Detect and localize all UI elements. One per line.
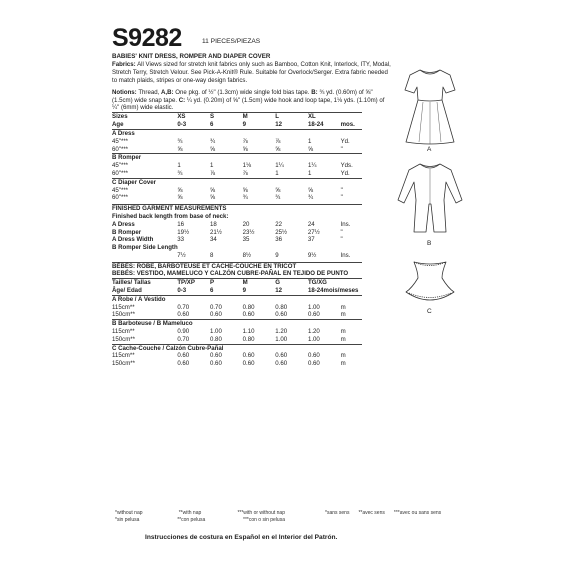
table-cell: ⅝ (307, 145, 314, 153)
table-cell: ⅝ (209, 145, 216, 153)
pattern-number: S9282 (112, 24, 182, 52)
table-row (112, 352, 362, 360)
table-cell: ⅝ (242, 186, 248, 194)
table-cell: 0.60 (242, 311, 255, 319)
table-cell: 23½ (242, 228, 255, 236)
diaper-cover-figure-c (402, 258, 458, 304)
table-cell: ¾ (209, 137, 216, 145)
table-cell (177, 154, 210, 162)
table-cell: 0.60 (209, 360, 222, 368)
table-cell: TG/XG (308, 279, 341, 287)
table-cell: 0.60 (242, 352, 255, 360)
table-cell (341, 244, 363, 252)
yardage-table-english (112, 112, 362, 202)
row-label: 115cm** (112, 303, 135, 311)
table-row (112, 121, 362, 129)
finished-subtitle: Finished back length from base of neck: (112, 212, 229, 220)
table-cell: 18-24mois/meses (307, 287, 359, 295)
table-cell: Ins. (340, 251, 351, 259)
pattern-header (112, 24, 412, 52)
table-cell: 0.80 (275, 303, 288, 311)
table-row (112, 295, 362, 303)
table-cell: 34 (209, 236, 217, 244)
table-cell: 35 (242, 236, 250, 244)
table-cell (177, 244, 210, 252)
table-cell: m (340, 360, 346, 368)
table-cell: ¾ (177, 137, 183, 145)
pieces-count: 11 PIECES/PIEZAS (202, 38, 261, 45)
table-cell: ⅞ (209, 169, 216, 177)
table-cell: 1¼ (307, 162, 317, 170)
table-cell: 18 (209, 220, 217, 228)
footnote: **avec sens (358, 510, 385, 516)
notions-a-text: One pkg. of ½" (1.3cm) wide single fold bias tape. (173, 88, 312, 96)
finished-measurements-table (112, 204, 362, 260)
table-cell: 0.60 (209, 352, 222, 360)
pattern-envelope-back (112, 53, 392, 368)
row-label: Tailles/ Tallas (112, 279, 177, 287)
table-cell: 1.00 (307, 303, 320, 311)
row-label: Age (112, 121, 124, 129)
notions-text: Thread, (138, 88, 162, 96)
table-cell (341, 129, 362, 137)
footnote: *sin pelusa (115, 516, 140, 523)
row-label: 60"*** (112, 194, 129, 202)
table-cell: 0.60 (209, 311, 222, 319)
row-label: C Diaper Cover (112, 178, 362, 186)
row-label: B Barboteuse / B Mameluco (112, 320, 362, 328)
table-cell: ¾ (242, 194, 248, 202)
table-cell (275, 154, 308, 162)
table-row (112, 279, 362, 287)
table-cell (243, 154, 276, 162)
french-title: BÉBÉS: ROBE, BARBOTEUSE ET CACHE-COUCHE EN TRICOT (112, 262, 362, 270)
table-cell: 1¼ (275, 162, 284, 170)
table-cell: 0.60 (177, 360, 190, 368)
table-cell: 0.60 (307, 360, 320, 368)
row-label: B Romper Side Length (112, 244, 178, 252)
row-label: A Dress Width (112, 236, 154, 244)
table-cell: ⅝ (209, 186, 216, 194)
dress-figure-a (398, 66, 462, 146)
table-cell: S (210, 113, 243, 121)
table-cell: 6 (209, 121, 214, 129)
table-cell: 0.80 (242, 335, 255, 343)
table-cell: 0.80 (242, 303, 255, 311)
table-cell: 0.60 (275, 360, 288, 368)
table-cell: 0.70 (177, 335, 190, 343)
notions-a-label: A,B: (161, 88, 174, 96)
table-row (112, 311, 362, 319)
table-cell: " (340, 194, 343, 202)
table-row (112, 194, 362, 202)
table-cell: ¾ (275, 194, 281, 202)
table-cell: " (340, 186, 343, 194)
table-cell: 7½ (177, 251, 186, 259)
table-row (112, 304, 362, 312)
table-cell: m (340, 352, 346, 360)
table-row (112, 252, 362, 260)
table-cell: 20 (242, 220, 250, 228)
table-row (112, 236, 362, 244)
table-cell: ⅝ (275, 186, 281, 194)
row-label: 115cm** (112, 352, 135, 360)
figure-c-label: C (427, 308, 432, 315)
row-label: Sizes (112, 113, 177, 121)
table-cell: 9 (242, 121, 247, 129)
table-cell: Ins. (340, 220, 351, 228)
table-cell: 1 (307, 169, 312, 177)
table-cell (177, 129, 210, 137)
table-cell: 8½ (242, 251, 252, 259)
footnote: ***avec ou sans sens (393, 510, 442, 516)
fabrics-text: All Views sized for stretch knit fabrics only such as Bamboo, Cotton Knit, Interlock, ITY, Modal, Stretch Terry, Stretch Velour. See Pick-A-Knit® Rule. Suitable for Overlock/Serger. Extra fabric needed to match plaids, stripes or one-way design fabrics. (112, 60, 391, 84)
table-cell: ⅝ (177, 186, 183, 194)
table-row (112, 146, 362, 154)
table-cell: 1⅛ (242, 162, 252, 170)
fabrics-paragraph (112, 61, 392, 85)
table-cell (243, 244, 276, 252)
spanish-title: BEBÉS: VESTIDO, MAMELUCO Y CALZÓN CUBRE-PAÑAL EN TEJIDO DE PUNTO (112, 270, 349, 278)
table-cell: 0.70 (177, 303, 190, 311)
table-row (112, 113, 362, 121)
table-cell: M (243, 279, 276, 287)
table-cell: 1.00 (209, 328, 222, 336)
table-cell: 0.60 (177, 352, 190, 360)
table-row (112, 187, 362, 195)
row-label: A Dress (112, 129, 177, 137)
notions-c-label: C: (178, 96, 186, 104)
fabrics-label: Fabrics: (112, 60, 136, 68)
table-cell: 0.60 (275, 311, 288, 319)
table-cell (275, 129, 308, 137)
table-cell: 1 (307, 137, 312, 145)
table-cell: m (340, 328, 346, 336)
table-cell: 36 (275, 236, 282, 244)
table-cell: 0.80 (209, 335, 222, 343)
footnote: **with nap (178, 510, 202, 516)
table-cell: 19½ (177, 228, 190, 236)
table-row (112, 336, 362, 344)
notions-label: Notions: (112, 88, 137, 96)
table-cell: 0.60 (275, 352, 288, 360)
row-label: 45"*** (112, 186, 129, 194)
table-row (112, 244, 362, 252)
table-cell: ⅞ (242, 169, 248, 177)
table-cell: Yd. (340, 169, 350, 177)
row-label: 60"*** (112, 145, 129, 153)
row-label (112, 252, 177, 260)
table-cell: ⅝ (209, 194, 216, 202)
table-row (112, 344, 362, 352)
row-label: C Cache-Couche / Calzón Cubre-Pañal (112, 344, 362, 352)
table-row (112, 328, 362, 336)
figure-a-label: A (427, 146, 432, 153)
table-cell: 0.60 (307, 311, 320, 319)
table-row (112, 129, 362, 137)
footnotes-right (325, 510, 441, 517)
row-label: 45"*** (112, 162, 129, 170)
table-cell: Yds. (340, 162, 353, 170)
row-label: B Romper (112, 228, 142, 236)
table-cell: " (340, 145, 343, 153)
table-cell (308, 129, 341, 137)
table-cell: M (243, 113, 276, 121)
notions-b-text: ¾ yd. (0.60m) of ⅝" (1.5cm) wide snap tape. (112, 88, 373, 104)
table-row (112, 287, 362, 295)
english-title: BABIES' KNIT DRESS, ROMPER AND DIAPER COVER (112, 53, 271, 60)
table-row (112, 154, 362, 162)
table-cell: 37 (307, 236, 315, 244)
row-label: A Dress (112, 220, 135, 228)
table-cell: ⅞ (242, 137, 248, 145)
footnote: ***with or without nap (237, 510, 285, 516)
table-cell: m (340, 335, 346, 343)
footnote: ***con o sin pelusa (243, 516, 285, 523)
table-cell: 24 (307, 220, 315, 228)
table-cell: G (275, 279, 308, 287)
table-cell: ⅞ (275, 137, 281, 145)
table-cell: 1.00 (275, 335, 288, 343)
table-cell: " (340, 228, 343, 236)
table-cell (308, 154, 341, 162)
table-cell: 9½ (307, 251, 317, 259)
table-cell: 0.60 (242, 360, 255, 368)
table-cell (243, 129, 276, 137)
table-cell: mos. (340, 121, 355, 129)
table-cell: 1.00 (307, 335, 320, 343)
table-row (112, 221, 362, 229)
table-cell: 22 (275, 220, 282, 228)
table-cell (275, 244, 308, 252)
row-label: 60"*** (112, 169, 129, 177)
spanish-instructions-note: Instrucciones de costura en Español en el Interior del Patrón. (145, 534, 338, 541)
table-cell: ⅝ (275, 145, 281, 153)
table-row (112, 178, 362, 186)
table-cell: " (340, 236, 343, 244)
yardage-table-french-spanish (112, 262, 362, 368)
footnote-row (115, 517, 285, 524)
table-cell: 33 (177, 236, 185, 244)
table-cell: 6 (209, 287, 214, 295)
table-cell: 1 (275, 169, 279, 177)
table-row (112, 170, 362, 178)
notions-b-label: B: (311, 88, 318, 96)
row-label: A Robe / A Vestido (112, 295, 362, 303)
table-cell: 1 (209, 162, 214, 170)
table-cell: ⅝ (307, 186, 314, 194)
footnote: *sans sens (325, 510, 350, 516)
notions-paragraph (112, 89, 392, 113)
finished-title: FINISHED GARMENT MEASUREMENTS (112, 205, 362, 213)
table-cell: 1 (177, 162, 181, 170)
table-cell: 12 (275, 121, 283, 129)
row-label: 150cm** (112, 360, 136, 368)
table-cell: 0-3 (177, 121, 187, 129)
footnote: **con pelusa (177, 516, 206, 523)
table-cell: 0-3 (177, 287, 187, 295)
table-cell: 27½ (307, 228, 320, 236)
table-cell: 0.60 (177, 311, 190, 319)
row-label: 150cm** (112, 311, 136, 319)
table-cell (341, 113, 362, 121)
table-cell: 12 (275, 287, 283, 295)
table-cell: XS (177, 113, 210, 121)
table-cell: ⅝ (177, 145, 183, 153)
table-cell (210, 129, 243, 137)
table-cell: 0.90 (177, 328, 190, 336)
notions-c-text: ¼ yd. (0.20m) of ⅝" (1.5cm) wide hook and loop tape, 1⅛ yds. (1.10m) of ¼" (6mm) wide elastic. (112, 96, 385, 112)
table-cell: L (275, 113, 308, 121)
row-label: 45"*** (112, 137, 129, 145)
row-label: 115cm** (112, 328, 135, 336)
table-cell: XL (308, 113, 341, 121)
table-cell: 16 (177, 220, 185, 228)
table-cell: 1.20 (307, 328, 320, 336)
table-cell: ¾ (307, 194, 314, 202)
table-cell: m (340, 311, 346, 319)
table-cell (341, 154, 362, 162)
table-cell: 1.20 (275, 328, 288, 336)
table-cell (210, 154, 243, 162)
table-row (112, 320, 362, 328)
footnote-row (325, 510, 441, 517)
romper-figure-b (396, 160, 464, 236)
table-cell: 25½ (275, 228, 288, 236)
table-cell: 18-24 (307, 121, 324, 129)
table-row (112, 229, 362, 237)
table-cell: 1.10 (242, 328, 255, 336)
figure-b-label: B (427, 240, 432, 247)
row-label: 150cm** (112, 335, 136, 343)
row-label: Âge/ Edad (112, 287, 142, 295)
table-cell: 9 (242, 287, 247, 295)
table-cell: 0.60 (307, 352, 320, 360)
table-cell: Yd. (340, 137, 350, 145)
table-cell: ⅝ (177, 194, 183, 202)
table-cell (308, 244, 341, 252)
table-cell (341, 279, 362, 287)
table-cell: 8 (209, 251, 214, 259)
table-row (112, 162, 362, 170)
table-cell: 0.70 (209, 303, 222, 311)
footnote: *without nap (115, 510, 143, 516)
table-cell: ¾ (177, 169, 183, 177)
table-row (112, 138, 362, 146)
table-cell (210, 244, 243, 252)
table-row (112, 360, 362, 368)
table-cell: m (340, 303, 346, 311)
table-cell: P (210, 279, 243, 287)
row-label: B Romper (112, 154, 177, 162)
table-cell: ⅝ (242, 145, 248, 153)
table-cell: TP/XP (177, 279, 210, 287)
table-cell: 21½ (209, 228, 222, 236)
table-cell: 9 (275, 251, 279, 259)
